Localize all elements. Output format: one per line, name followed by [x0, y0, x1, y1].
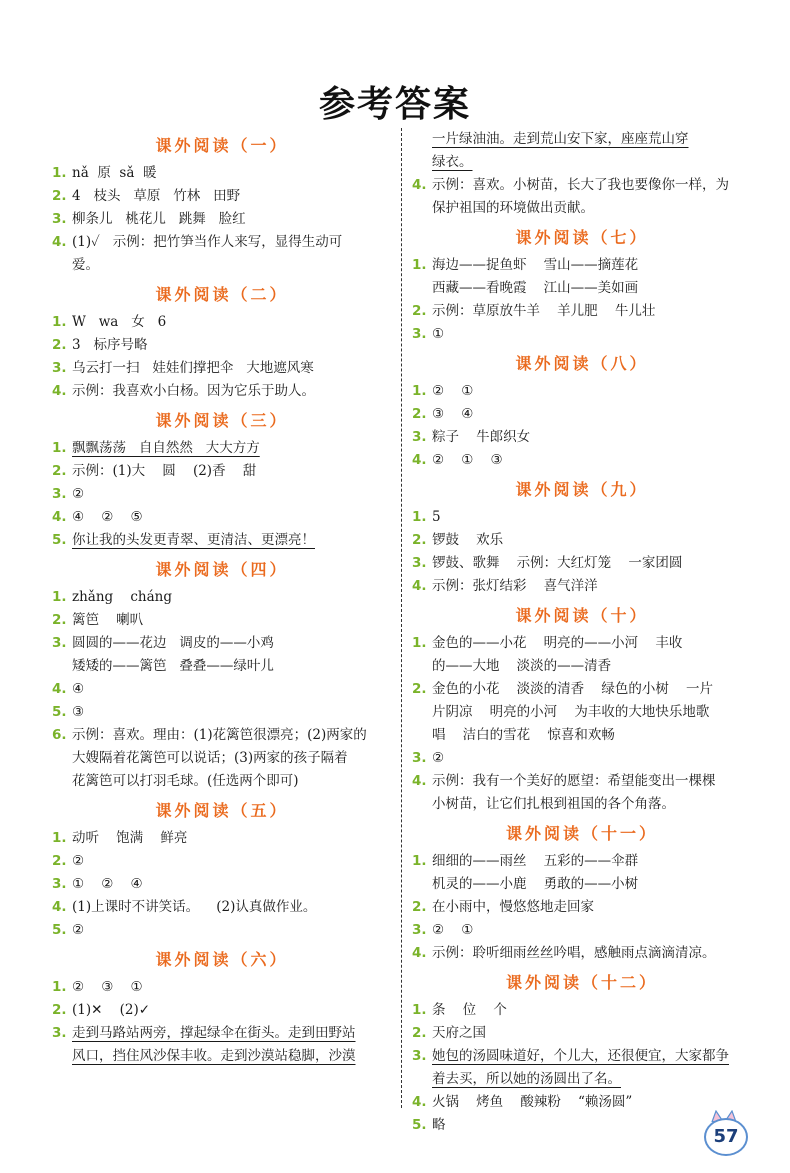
answer-text: 示例：聆听细雨丝丝吟唱，感触雨点滴滴清凉。 [432, 945, 716, 961]
answer-text: ② [72, 853, 85, 869]
answer-number: 3. [412, 326, 427, 342]
answer-item [412, 300, 752, 323]
answer-text: 示例：喜欢。小树苗，长大了我也要像你一样，为 [432, 177, 729, 193]
answer-text: ② [72, 486, 85, 502]
answer-text: 粽子 牛郎织女 [432, 429, 531, 445]
answer-text: 柳条儿 桃花儿 跳舞 脸红 [72, 211, 246, 227]
answer-number: 3. [412, 922, 427, 938]
answer-text: 锣鼓、歌舞 示例：大红灯笼 一家团圆 [432, 555, 683, 571]
section-title: 课外阅读（十一） [505, 824, 658, 843]
answer-text: 天府之国 [432, 1025, 486, 1041]
answer-text: ② ③ ① [72, 979, 143, 995]
section-title: 课外阅读（十） [515, 606, 649, 625]
answer-continuation: 小树苗，让它们扎根到祖国的各个角落。 [432, 796, 675, 812]
answer-number: 2. [412, 681, 427, 697]
answer-item [52, 311, 392, 334]
answer-item [412, 1045, 752, 1068]
answer-item [412, 770, 752, 793]
answer-number: 1. [412, 635, 427, 651]
answer-item [412, 1022, 752, 1045]
answer-continuation: 大嫂隔着花篱笆可以说话；(3)两家的孩子隔着 [72, 750, 348, 766]
answer-text: 示例：我有一个美好的愿望：希望能变出一棵棵 [432, 773, 716, 789]
answer-number: 1. [52, 165, 67, 181]
answer-continuation: 花篱笆可以打羽毛球。(任选两个即可) [72, 773, 299, 789]
answer-text: nǎ 原 sǎ 暖 [72, 165, 157, 181]
answer-item [412, 896, 752, 919]
answer-text: 细细的——雨丝 五彩的——伞群 [432, 853, 639, 869]
section-title: 课外阅读（三） [155, 411, 289, 430]
section-title: 课外阅读（六） [155, 950, 289, 969]
answer-item [412, 426, 752, 449]
answer-text: ④ [72, 681, 85, 697]
answer-item [52, 586, 392, 609]
answer-text: 示例：我喜欢小白杨。因为它乐于助人。 [72, 383, 315, 399]
answer-item [52, 999, 392, 1022]
answer-continuation: 风口，挡住风沙保丰收。走到沙漠站稳脚，沙漠 [72, 1048, 356, 1064]
answer-item [412, 747, 752, 770]
answer-number: 2. [412, 899, 427, 915]
answer-item [52, 437, 392, 460]
answer-text: 篱笆 喇叭 [72, 612, 144, 628]
answer-text: 示例：(1)大 圆 (2)香 甜 [72, 463, 257, 479]
answer-item [52, 827, 392, 850]
answer-number: 1. [52, 440, 67, 456]
answer-number: 4. [412, 452, 427, 468]
answer-number: 1. [412, 383, 427, 399]
section-title: 课外阅读（二） [155, 285, 289, 304]
answer-number: 6. [52, 727, 67, 743]
answer-item [412, 529, 752, 552]
answer-number: 1. [412, 509, 427, 525]
answer-text: zhǎng cháng [72, 589, 172, 605]
answer-number: 5. [52, 704, 67, 720]
answer-text: (1)上课时不讲笑话。 (2)认真做作业。 [72, 899, 317, 915]
answer-item [52, 483, 392, 506]
answer-item [52, 506, 392, 529]
answer-text: 条 位 个 [432, 1002, 507, 1018]
answer-item [412, 575, 752, 598]
answer-item [52, 460, 392, 483]
answer-item [412, 174, 752, 197]
answer-item [412, 632, 752, 655]
answer-continuation: 的——大地 淡淡的——清香 [432, 658, 612, 674]
answer-number: 3. [412, 1048, 427, 1064]
answer-continuation: 矮矮的——篱笆 叠叠——绿叶儿 [72, 658, 274, 674]
answer-item [52, 976, 392, 999]
answer-text: 5 [432, 509, 441, 525]
answer-item [52, 919, 392, 942]
answer-number: 1. [52, 314, 67, 330]
answer-item [412, 449, 752, 472]
answer-item [52, 529, 392, 552]
page-number-badge [700, 1110, 748, 1158]
answer-item [52, 185, 392, 208]
answer-text: 飘飘荡荡 自自然然 大大方方 [72, 440, 260, 456]
answer-continuation: 着去买，所以她的汤圆出了名。 [432, 1071, 621, 1087]
answer-item [52, 850, 392, 873]
answer-text: 金色的小花 淡淡的清香 绿色的小树 一片 [432, 681, 713, 697]
section-title: 课外阅读（五） [155, 801, 289, 820]
answer-item [52, 678, 392, 701]
answer-number: 3. [52, 876, 67, 892]
answer-number: 4. [52, 899, 67, 915]
answer-item [412, 850, 752, 873]
answer-text: 在小雨中，慢悠悠地走回家 [432, 899, 594, 915]
answer-item [412, 678, 752, 701]
answer-number: 2. [52, 612, 67, 628]
section-title: 课外阅读（一） [155, 136, 289, 155]
answer-text: 金色的——小花 明亮的——小河 丰收 [432, 635, 683, 651]
answer-continuation: 一片绿油油。走到荒山安下家，座座荒山穿 [432, 131, 689, 147]
answer-text: 动听 饱满 鲜亮 [72, 830, 188, 846]
section-title: 课外阅读（十二） [505, 973, 658, 992]
answer-text: (1)✓ 示例：把竹笋当作人来写，显得生动可 [72, 234, 343, 250]
answer-item [52, 1022, 392, 1045]
answer-text: ② ① ③ [432, 452, 503, 468]
answer-continuation: 片阴凉 明亮的小河 为丰收的大地快乐地歌 [432, 704, 710, 720]
answer-number: 4. [412, 177, 427, 193]
answer-number: 1. [412, 853, 427, 869]
answer-text: 4 枝头 草原 竹林 田野 [72, 188, 241, 204]
answer-continuation: 西藏——看晚霞 江山——美如画 [432, 280, 639, 296]
answer-text: 示例：张灯结彩 喜气洋洋 [432, 578, 598, 594]
answer-text: W wa 女 6 [72, 314, 167, 330]
answer-item [52, 231, 392, 254]
answer-text: 示例：喜欢。理由：(1)花篱笆很漂亮；(2)两家的 [72, 727, 367, 743]
answer-item [52, 873, 392, 896]
answer-number: 3. [52, 211, 67, 227]
answer-number: 4. [52, 383, 67, 399]
answer-text: ③ ④ [432, 406, 474, 422]
answer-continuation: 机灵的——小鹿 勇敢的——小树 [432, 876, 639, 892]
answer-item [412, 552, 752, 575]
answer-item [52, 162, 392, 185]
column-divider [401, 128, 402, 1108]
answer-number: 4. [412, 945, 427, 961]
answer-item [52, 208, 392, 231]
answer-number: 1. [52, 979, 67, 995]
answer-number: 2. [412, 1025, 427, 1041]
answer-number: 4. [52, 234, 67, 250]
answer-item [52, 334, 392, 357]
right-column [412, 128, 752, 1137]
answer-number: 3. [52, 360, 67, 376]
answer-item [412, 323, 752, 346]
answer-number: 2. [412, 532, 427, 548]
section-title: 课外阅读（四） [155, 560, 289, 579]
answer-number: 3. [52, 1025, 67, 1041]
answer-item [412, 254, 752, 277]
answer-text: 你让我的头发更青翠、更清洁、更漂亮！ [72, 532, 315, 548]
answer-number: 2. [412, 303, 427, 319]
answer-number: 2. [52, 337, 67, 353]
answer-number: 1. [52, 830, 67, 846]
answer-text: ① ② ④ [72, 876, 143, 892]
answer-text: ③ [72, 704, 85, 720]
page-number: 57 [704, 1118, 748, 1156]
answer-text: 略 [432, 1117, 446, 1133]
answer-item [52, 724, 392, 747]
answer-number: 4. [412, 1094, 427, 1110]
answer-text: ② ① [432, 922, 474, 938]
answer-text: 锣鼓 欢乐 [432, 532, 504, 548]
answer-text: 海边——捉鱼虾 雪山——摘莲花 [432, 257, 639, 273]
answer-item [52, 609, 392, 632]
answer-text: ② [72, 922, 85, 938]
answer-number: 3. [412, 750, 427, 766]
answer-item [412, 942, 752, 965]
answer-number: 2. [412, 406, 427, 422]
answer-number: 4. [412, 578, 427, 594]
answer-item [52, 632, 392, 655]
answer-continuation: 爱。 [72, 257, 99, 273]
answer-number: 5. [52, 532, 67, 548]
answer-number: 2. [52, 853, 67, 869]
answer-continuation: 保护祖国的环境做出贡献。 [432, 200, 594, 216]
answer-number: 3. [412, 429, 427, 445]
answer-text: ② ① [432, 383, 474, 399]
left-column [52, 128, 392, 1068]
answer-number: 3. [52, 486, 67, 502]
answer-text: 乌云打一扫 娃娃们撑把伞 大地遮风寒 [72, 360, 314, 376]
answer-continuation: 绿衣。 [432, 154, 473, 170]
answer-text: 火锅 烤鱼 酸辣粉 “赖汤圆” [432, 1094, 633, 1110]
section-title: 课外阅读（九） [515, 480, 649, 499]
answer-number: 2. [52, 463, 67, 479]
answer-item [412, 999, 752, 1022]
answer-item [412, 380, 752, 403]
answer-item [52, 896, 392, 919]
answer-number: 1. [412, 1002, 427, 1018]
answer-item [412, 919, 752, 942]
answer-number: 1. [52, 589, 67, 605]
answer-text: 圆圆的——花边 调皮的——小鸡 [72, 635, 274, 651]
answer-number: 4. [52, 509, 67, 525]
answer-number: 3. [52, 635, 67, 651]
page-title: 参考答案 [318, 84, 471, 125]
answer-text: ② [432, 750, 445, 766]
answer-number: 5. [52, 922, 67, 938]
answer-text: 她包的汤圆味道好，个儿大，还很便宜，大家都争 [432, 1048, 729, 1064]
answer-item [412, 403, 752, 426]
answer-item [52, 701, 392, 724]
answer-number: 2. [52, 1002, 67, 1018]
answer-number: 5. [412, 1117, 427, 1133]
answer-text: 3 标序号略 [72, 337, 148, 353]
answer-number: 3. [412, 555, 427, 571]
answer-text: 示例：草原放牛羊 羊儿肥 牛儿壮 [432, 303, 656, 319]
answer-text: ① [432, 326, 445, 342]
answer-number: 2. [52, 188, 67, 204]
answer-continuation: 唱 洁白的雪花 惊喜和欢畅 [432, 727, 615, 743]
answer-text: (1)✕ (2)✓ [72, 1002, 151, 1018]
answer-item [52, 380, 392, 403]
answer-text: ④ ② ⑤ [72, 509, 143, 525]
answer-number: 4. [412, 773, 427, 789]
answer-number: 1. [412, 257, 427, 273]
section-title: 课外阅读（七） [515, 228, 649, 247]
answer-number: 4. [52, 681, 67, 697]
answer-item [52, 357, 392, 380]
section-title: 课外阅读（八） [515, 354, 649, 373]
answer-item [412, 506, 752, 529]
answer-text: 走到马路站两旁，撑起绿伞在街头。走到田野站 [72, 1025, 356, 1041]
